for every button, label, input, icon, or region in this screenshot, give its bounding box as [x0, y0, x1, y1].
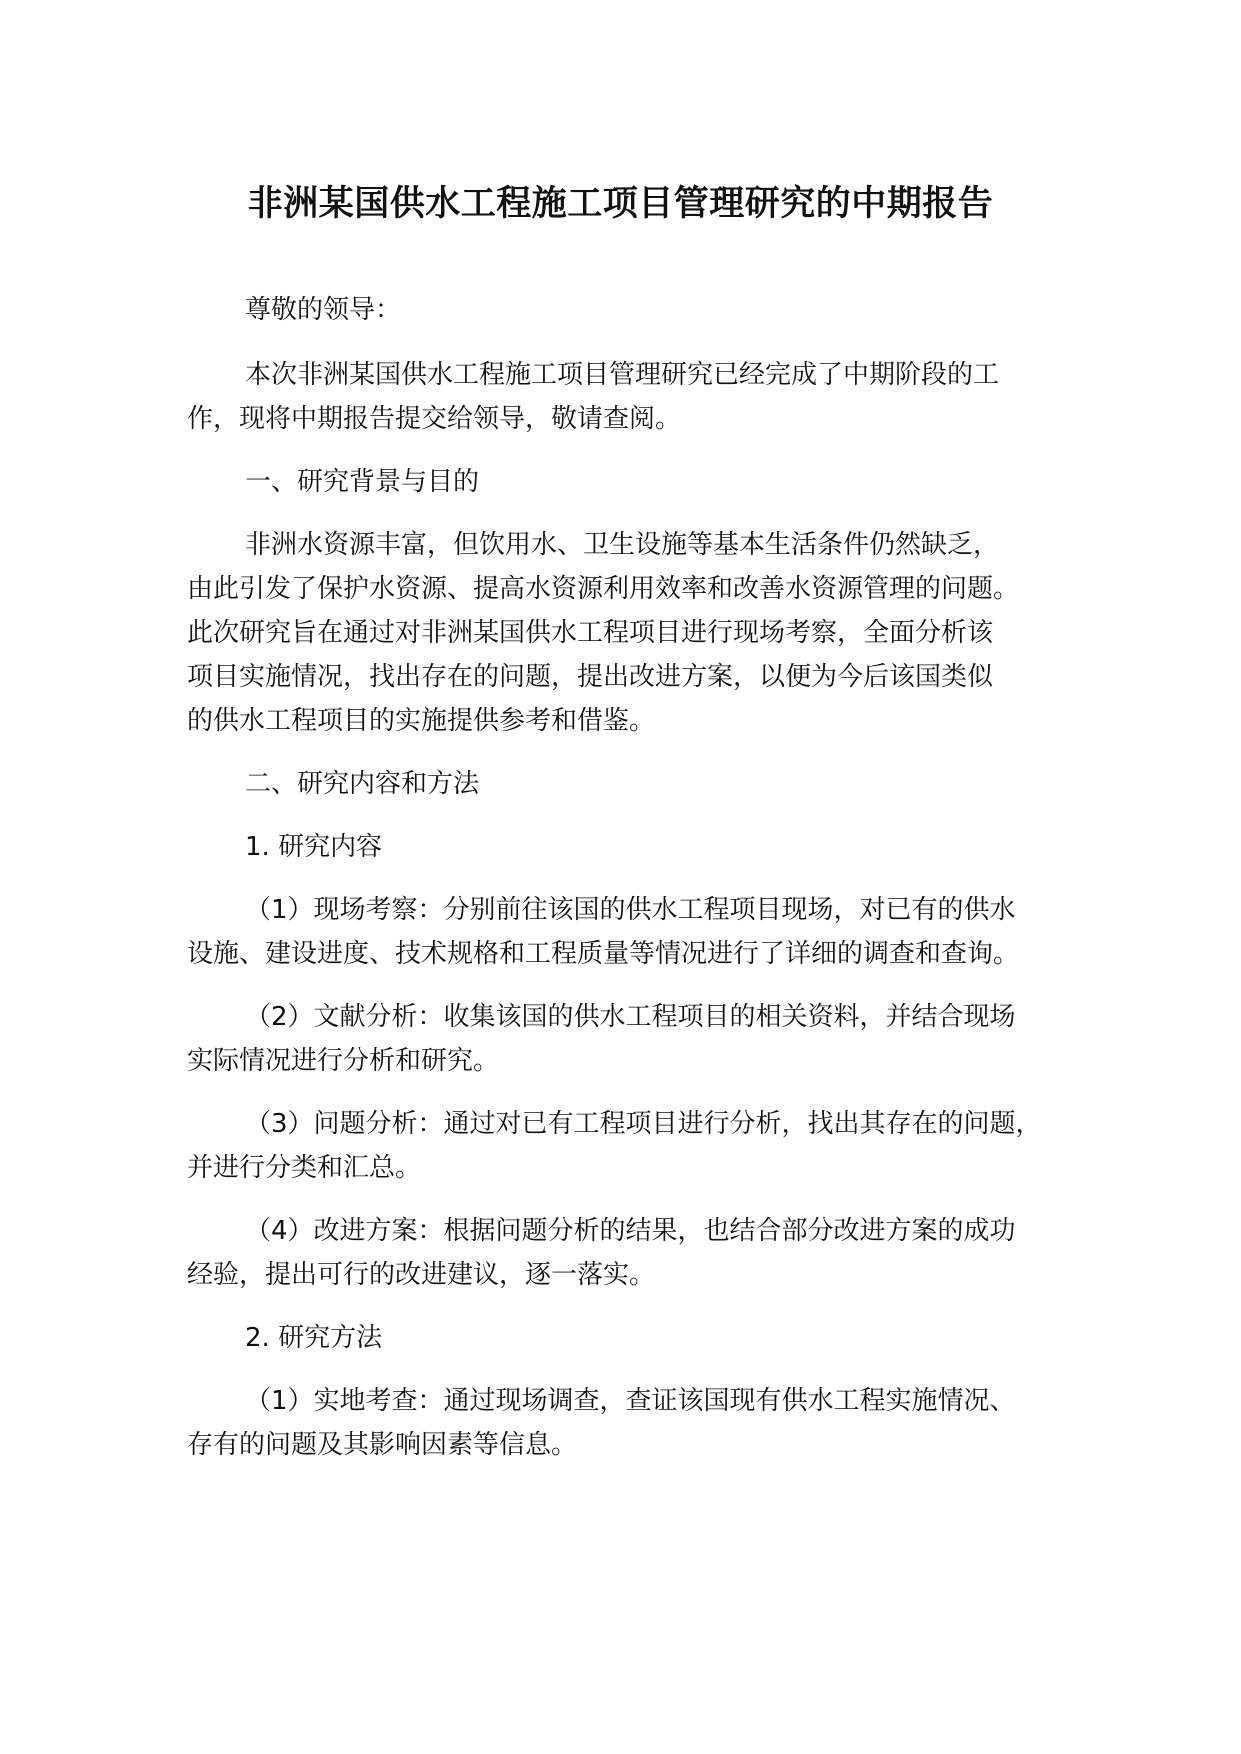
background-paragraph: 非洲水资源丰富，但饮用水、卫生设施等基本生活条件仍然缺乏， 由此引发了保护水资源、提高水资源利用效率和改善水资源管理的问题。 此次研究旨在通过对非洲某国供水工程项目进行现场考察，全面分析该 项目实施情况，找出存在的问题，提出改进方案，以便为今后该国类似 的供水工程项目的实施提供参考和借鉴。 — [187, 530, 1020, 736]
subheading-research-content: 1. 研究内容 — [245, 832, 383, 862]
section-heading-methods: 二、研究内容和方法 — [245, 769, 480, 799]
document-title: 非洲某国供水工程施工项目管理研究的中期报告 — [247, 184, 994, 224]
section-heading-background: 一、研究背景与目的 — [245, 467, 480, 497]
content-item-site-survey: （1）现场考察：分别前往该国的供水工程项目现场，对已有的供水 设施、建设进度、技术规格和工程质量等情况进行了详细的调查和查询。 — [187, 895, 1020, 969]
document-body — [187, 288, 1067, 1486]
content-item-literature-analysis: （2）文献分析：收集该国的供水工程项目的相关资料，并结合现场 实际情况进行分析和研究。 — [187, 1002, 1016, 1076]
content-item-improvement-plan: （4）改进方案：根据问题分析的结果，也结合部分改进方案的成功 经验，提出可行的改进建议，逐一落实。 — [187, 1216, 1016, 1290]
method-item-field-inspection: （1）实地考查：通过现场调查，查证该国现有供水工程实施情况、 存有的问题及其影响因素等信息。 — [187, 1386, 1016, 1460]
salutation: 尊敬的领导： — [245, 295, 402, 325]
intro-paragraph: 本次非洲某国供水工程施工项目管理研究已经完成了中期阶段的工 作，现将中期报告提交给领导，敬请查阅。 — [187, 360, 1000, 434]
subheading-research-methods: 2. 研究方法 — [245, 1323, 383, 1353]
content-item-problem-analysis: （3）问题分析：通过对已有工程项目进行分析，找出其存在的问题， 并进行分类和汇总。 — [187, 1109, 1042, 1183]
